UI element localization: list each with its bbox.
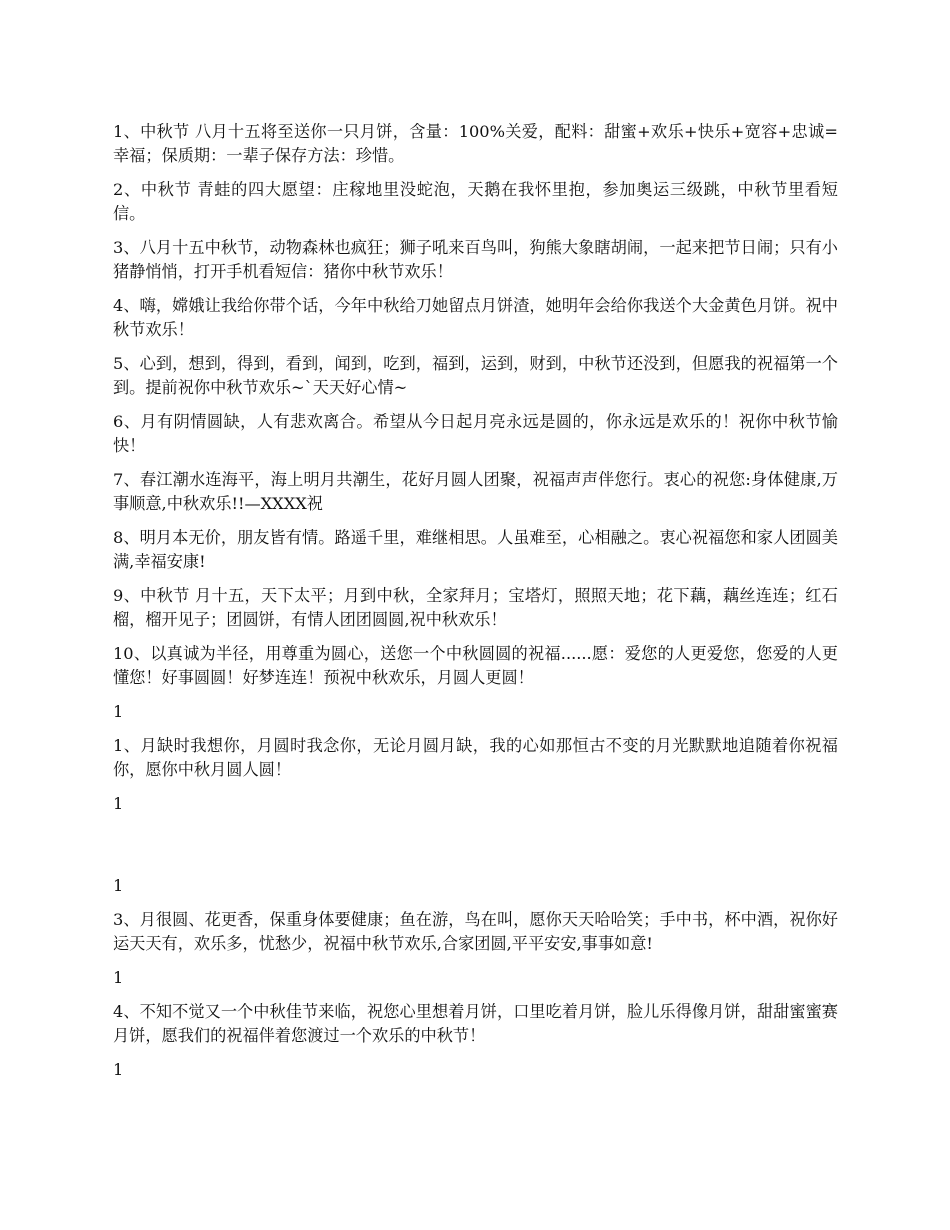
blessing-paragraph-9: 9、中秋节 月十五，天下太平；月到中秋，全家拜月；宝塔灯，照照天地；花下藕，藕丝连连；红石榴，榴开见子；团圆饼，有情人团团圆圆,祝中秋欢乐！ — [113, 586, 838, 629]
page-number-marker: 1 — [113, 876, 124, 895]
page-number-marker: 1 — [113, 702, 124, 721]
blessing-paragraph-6: 6、月有阴情圆缺，人有悲欢离合。希望从今日起月亮永远是圆的，你永远是欢乐的！祝你中秋节愉快！ — [113, 412, 838, 455]
blessing-paragraph-13: 4、不知不觉又一个中秋佳节来临，祝您心里想着月饼，口里吃着月饼，脸儿乐得像月饼，甜甜蜜蜜赛月饼，愿我们的祝福伴着您渡过一个欢乐的中秋节！ — [113, 1002, 838, 1045]
blessing-paragraph-4: 4、嗨，嫦娥让我给你带个话，今年中秋给刀她留点月饼渣，她明年会给你我送个大金黄色月饼。祝中秋节欢乐！ — [113, 296, 838, 339]
page-number-marker: 1 — [113, 794, 124, 813]
blessing-paragraph-12: 3、月很圆、花更香，保重身体要健康；鱼在游，鸟在叫，愿你天天哈哈笑；手中书，杯中酒，祝你好运天天有，欢乐多，忧愁少，祝福中秋节欢乐,合家团圆,平平安安,事事如意! — [113, 910, 838, 953]
blessing-paragraph-3: 3、八月十五中秋节，动物森林也疯狂；狮子吼来百鸟叫，狗熊大象瞎胡闹，一起来把节日闹；只有小猪静悄悄，打开手机看短信：猪你中秋节欢乐！ — [113, 238, 838, 281]
blessing-paragraph-11: 1、月缺时我想你，月圆时我念你，无论月圆月缺，我的心如那恒古不变的月光默默地追随着你祝福你，愿你中秋月圆人圆！ — [113, 736, 838, 779]
blessing-paragraph-2: 2、中秋节 青蛙的四大愿望：庄稼地里没蛇泡，天鹅在我怀里抱，参加奥运三级跳，中秋节里看短信。 — [113, 180, 838, 223]
blank-space — [113, 826, 838, 874]
page-number-marker: 1 — [113, 968, 124, 987]
blessing-paragraph-10: 10、以真诚为半径，用尊重为圆心，送您一个中秋圆圆的祝福......愿：爱您的人更爱您，您爱的人更懂您！好事圆圆！好梦连连！预祝中秋欢乐，月圆人更圆！ — [113, 644, 838, 687]
blessing-paragraph-7: 7、春江潮水连海平，海上明月共潮生，花好月圆人团聚，祝福声声伴您行。衷心的祝您:身体健康,万事顺意,中秋欢乐!!—XXXX祝 — [113, 470, 838, 513]
page-number-marker: 1 — [113, 1060, 124, 1079]
blessing-paragraph-5: 5、心到，想到，得到，看到，闻到，吃到，福到，运到，财到，中秋节还没到，但愿我的祝福第一个到。提前祝你中秋节欢乐~`天天好心情~ — [113, 354, 838, 397]
blessing-paragraph-1: 1、中秋节 八月十五将至送你一只月饼，含量：100%关爱，配料：甜蜜+欢乐+快乐+宽容+忠诚=幸福；保质期：一辈子保存方法：珍惜。 — [113, 122, 838, 165]
document-body — [113, 120, 838, 1092]
blessing-paragraph-8: 8、明月本无价，朋友皆有情。路遥千里，难继相思。人虽难至，心相融之。衷心祝福您和家人团圆美满,幸福安康! — [113, 528, 838, 571]
